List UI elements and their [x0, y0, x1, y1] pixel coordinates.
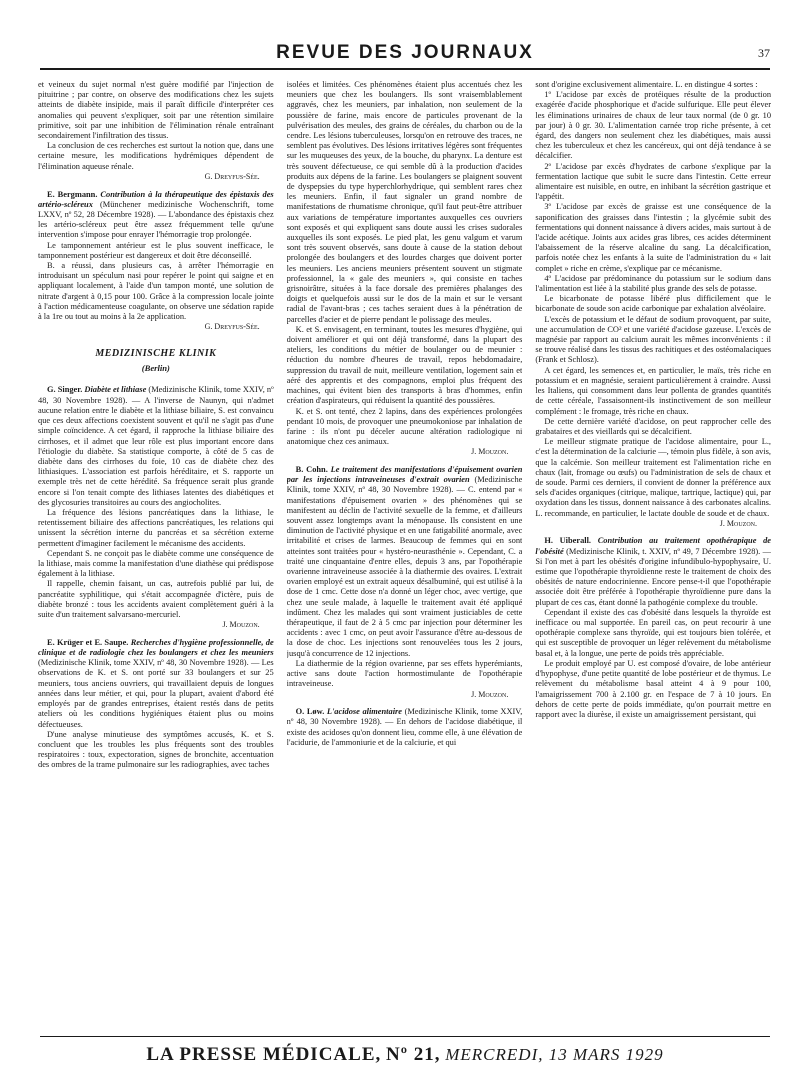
paragraph: B. a réussi, dans plusieurs cas, à arrêter l'hémorragie en introduisant un spéculum nasi pour repérer le point qui saigne et en appliquant localement, à l'aide d'un tampon monté, une solution de nitrate d'argent à 0,15 pour 100. Grâce à la compression locale jointe à l'action médicamenteuse coagulante, on observe une sédation rapide à la 1re ou tout au moins à la 2e application. [38, 260, 274, 321]
paragraph: A cet égard, les semences et, en particulier, le maïs, très riche en potassium et en magnésie, seraient particulièrement à craindre. Aussi les Italiens, qui consomment dans leur pollenta de grandes quantités de cette céréale, l'assaisonnent-ils instinctivement de son meilleur complément : le fromage, très riche en chaux. [535, 365, 772, 416]
abstract-cohn [287, 465, 523, 659]
abstract-source: (Medizinische Klinik, tome XXIV, nº 48, 30 Novembre 1928). [286, 707, 523, 727]
author-signature: J. Mouzon. [222, 620, 260, 630]
abstract-source: (Münchener medizinische Wochenschrift, tome LXXV, nº 52, 28 Décembre 1928). [38, 199, 274, 219]
article-columns [38, 80, 771, 1030]
section-subtitle: (Berlin) [141, 363, 170, 374]
page-number: 37 [758, 46, 770, 60]
abstract-text: — Si l'on met à part les obésités d'origine infundibulo-hypophysaire, U. estime que l'opothérapie thyroïdienne reste le traitement de choix des obésités de nature endocrinienne. Encore pense-t-il que l'opothérapie associée doit être préférée à l'opothérapie thyroïdienne pure dans la plupart de ces cas, étant donné la pathogénie complexe du trouble. [535, 546, 772, 607]
author-signature: G. Dreyfus-Sée. [204, 322, 260, 332]
paragraph: 4º L'acidose par prédominance du potassium sur le sodium dans l'alimentation est liée à la stabilité plus grande des sels de potasse. [535, 273, 772, 294]
abstract-bergmann [38, 190, 274, 241]
paragraph: Cependant il existe des cas d'obésité dans lesquels la thyroïde est inefficace ou mal supportée. En pareil cas, on peut recourir à une opothérapie complexe sans thyroïde, qui est toujours bien tolérée, et qui est susceptible de provoquer un léger relèvement du métabolisme basal et, à la longue, une perte de poids très appréciable. [535, 607, 772, 658]
paragraph: 3º L'acidose par excès de graisse est une conséquence de la saponification des graisses dans l'intestin ; la glycémie subit des fermentations qui donnent naissance à divers acides, mais surtout à de l'acide acétique. Joints aux acides gras libres, ces acides déterminent l'abaissement de la réserve alcaline du sang. La décalcification, parfois notée chez les enfants à la suite de l'administration du « lait complet » riche en crème, s'explique par ce mécanisme. [535, 202, 772, 273]
abstract-source: (Medizinische Klinik, tome XXIV, nº 48, 30 Novembre 1928). [38, 385, 274, 405]
abstract-kruger-saupe [38, 638, 274, 730]
paragraph: La diathermie de la région ovarienne, par ses effets hyperémiants, active sans doute l'action hormostimulante de l'opothérapie intraveineuse. [286, 658, 523, 689]
abstract-text: — Les observations de K. et S. ont porté sur 33 boulangers et sur 25 meuniers, tous anciens ouvriers, qui travaillaient depuis de longues années dans leur métier, et qui, pour la plupart, avaient d'abord été employés par de grandes entreprises, étaient restés dans de petits ateliers où les conditions hygiéniques étaient plus ou moins défectueuses. [38, 658, 274, 729]
abstract-author: H. Uiberall. [544, 536, 592, 546]
footer-issue: Nº 21, [386, 1044, 441, 1065]
footer-journal: LA PRESSE MÉDICALE, [146, 1044, 382, 1065]
section-title: MEDIZINISCHE KLINIK [95, 347, 217, 359]
column-2 [287, 80, 523, 1030]
paragraph: et veineux du sujet normal n'est guère modifié par l'injection de pituitrine ; par contre, on observe des modifications chez les sujets atteints de diabète insipide, mais il paraît difficile d'interpréter ces anomalies qui peuvent s'expliquer, soit par une rétention similaire primitive, soit par une inhibition de l'élimination rénale entraînant secondairement l'infiltration des tissus. [38, 80, 274, 141]
abstract-title: L'acidose alimentaire [326, 707, 402, 717]
author-signature: J. Mouzon. [719, 518, 758, 528]
author-signature: J. Mouzon. [471, 447, 509, 457]
header-rule [40, 68, 770, 70]
paragraph: isolées et limitées. Ces phénomènes étaient plus accentués chez les meuniers que chez les boulangers. Ils sont vraisemblablement aggravés, chez les meuniers, par inhalation, non seulement de la poussière de farine, mais encore de particules provenant de la pulvérisation des meules, des grains de céréales, du charbon ou de la cendre. Les lésions tuberculeuses, lorsqu'on en retrouve des traces, ne semblent pas évolutives. Des lésions irritatives légères sont fréquentes sur les muqueuses des yeux, de la bouche, du pharynx. La denture est très souvent défectueuse, ce qui semble dû à la production d'acides produits aux dépens de la farine. Les boulangers se plaignent souvent de dyspepsies du type hyperchlorhydrique, qui semblent rares chez les meuniers. Enfin, il faut signaler un grand nombre de manifestations de rhumatisme chronique, qu'il faut peut-être attribuer aux variations de température importantes auxquelles ces ouvriers sont exposés et qui expliquent sans doute aussi les crises sudorales auxquelles ils sont exposés. Le pied plat, les genu valgum et varum sont très souvent observés, sans doute à cause de la station debout prolongée des boulangers et des lourdes charges que doivent porter les meuniers. Les anciens meuniers présentent souvent un stigmate professionnel, la « gale des meuniers », qui consiste en taches grisnoirâtre, situées à la face dorsale des premières phalanges des doigts et quelquefois aussi sur le dos de la main et sur le versant radial de l'avant-bras ; ces taches seraient dues à la pénétration de parcelles d'acier et de pierre pendant le polissage des meules. [286, 80, 523, 324]
author-signature: J. Mouzon. [471, 689, 509, 699]
paragraph: Le meilleur stigmate pratique de l'acidose alimentaire, pour L., c'est la détermination de la calciurie —, témoin plus fidèle, à son avis, que la calcémie. Son meilleur traitement est l'alimentation riche en chaux (lait, fromage ou œufs) ou l'administration de sels de chaux et de soude. Parmi ces derniers, il convient de donner la préférence aux sels d'acides organiques (citrique, malique, tartrique, lactique) qui, par oxydation dans les tissus, donnent naissance à des carbonates alcalins. L. recommande, en particulier, le lactate double de soude et de chaux. [535, 437, 772, 518]
paragraph: K. et S. envisagent, en terminant, toutes les mesures d'hygiène, qui doivent améliorer et qui ont déjà transformé, dans la plupart des ateliers, les conditions du métier de boulanger ou de meunier : réduction du nombre d'heures de travail, repos hebdomadaire, suppression du travail de nuit, meilleure ventilation, logement sain et aéré des apprentis et des compagnons, emploi plus fréquent des machines, qui évitent bien des transports à bras d'hommes, enfin création d'aspirateurs, qui réduisent la quantité des poussières. [286, 324, 523, 406]
abstract-title: Contribution au traitement opothérapique de l'obésité [535, 536, 772, 556]
paragraph: La fréquence des lésions pancréatiques dans la lithiase, le retentissement biliaire des affections pancréatiques, les relations qui unissent la sécrétion interne du pancréas et sa sécrétion externe permettent d'imaginer facilement le mécanisme des accidents. [38, 507, 274, 548]
paragraph: D'une analyse minutieuse des symptômes accusés, K. et S. concluent que les troubles les plus fréquents sont des troubles respiratoires : toux, expectoration, signes de bronchite, accentuation des ombres de la trame pulmonaire sur les radiographies, avec taches [38, 729, 274, 770]
paragraph: Le tamponnement antérieur est le plus souvent inefficace, le tamponnement postérieur est dangereux et doit être déconseillé. [38, 240, 274, 260]
abstract-title: Contribution à la thérapeutique des épistaxis des artério-scléreux [38, 189, 274, 209]
abstract-text: — A l'inverse de Naunyn, qui n'admet aucune relation entre le diabète et la lithiase biliaire, S. est convaincu que ces deux affections coexistent souvent et qu'il ne s'agit pas d'une simple coïncidence. A cet égard, il rapproche la lithiase biliaire des cirrhoses, et il admet que leur rôle est plus important encore dans l'étiologie du diabète. Sa statistique comporte, à côté de 5 cas de diabète dans des cirrhoses du foie, 10 cas de diabète chez des lithiasiques. L'association est parfois héréditaire, et S. rapporte un exemple très net de cette hérédité. Sa fréquence serait plus grande encore si l'on tenait compte des lithiases latentes des diabétiques et des glycosuries transitoires au cours des angiocholites. [38, 395, 274, 507]
abstract-singer [38, 385, 274, 507]
author-signature: G. Dreyfus-Sée. [204, 171, 260, 181]
abstract-text: — En dehors de l'acidose diabétique, il existe des acidoses qu'on donnent lieu, comme elle, à une élévation de l'acidurie, de l'ammoniurie et de la calciurie, et qui [286, 717, 523, 747]
paragraph: 1º L'acidose par excès de protéiques résulte de la production exagérée d'acide phosphorique et d'acide sulfurique. Elle peut élever les éliminations urinaires de chaux de leur taux normal (de 0 gr. 10 par jour) à 0 gr. 30. L'alimentation carnée trop riche présente, à cet égard, des dangers non seulement chez les diabétiques, mais aussi chez les tuberculeux et chez les cancéreux, qui ont déjà tendance à se décalcifier. [535, 90, 772, 161]
paragraph: La conclusion de ces recherches est surtout la notion que, dans une certaine mesure, les modifications hydrémiques dépendent de l'élimination aqueuse rénale. [38, 141, 274, 171]
paragraph: 2º L'acidose par excès d'hydrates de carbone s'explique par la fermentation lactique que subit le sucre dans l'intestin. Cette erreur alimentaire est nuisible, en outre, en inhibant la sécrétion gastrique et l'appétit. [535, 161, 772, 202]
abstract-author: G. Singer. [47, 385, 83, 395]
paragraph: L'excès de potassium et le défaut de sodium provoquent, par suite, une accumulation de CO² et une variété d'acidose gazeuse. L'excès de magnésie par rapport au calcium aurait les mêmes inconvénients : il se trouve réalisé dans les tissus des rachitiques et des ostéomalaciques (Frank et Schlosz). [535, 314, 772, 365]
footer-rule [40, 1036, 770, 1037]
abstract-title: Le traitement des manifestations d'épuisement ovarien par les injections intraveineuses d'extrait ovarien [286, 465, 523, 485]
abstract-text: — L'abondance des épistaxis chez les artério-scléreux peut être assez fréquemment telle qu'une intervention s'impose pour enrayer l'hémorragie trop prolongée. [38, 209, 274, 240]
abstract-author: B. Cohn. [295, 465, 328, 475]
paragraph: Le produit employé par U. est composé d'ovaire, de lobe antérieur d'hypophyse, d'une petite quantité de lobe postérieur et de thymus. Le relèvement du métabolisme basal atteint 4 à 9 pour 100, l'amaigrissement 700 à 2.100 gr. en l'espace de 7 à 10 jours. En dehors de cette perte de poids immédiate, qu'on pourrait mettre en rapport avec la diurèse, il existe un amaigrissement persistant, qui [535, 658, 772, 719]
paragraph: Cependant S. ne conçoit pas le diabète comme une conséquence de la lithiase, mais comme la manifestation d'une diathèse qui prédispose également à la lithiase. [38, 548, 274, 579]
abstract-source: (Medizinische Klinik, t. XXIV, nº 49, 7 Décembre 1928). [566, 546, 761, 556]
column-3 [535, 80, 771, 1030]
column-1 [38, 80, 274, 1030]
abstract-author: O. Løw. [295, 707, 325, 717]
paragraph: Il rappelle, chemin faisant, un cas, autrefois publié par lui, de pancréatite syphilitique, qui s'était accompagnée d'ictère, puis de diabète bronzé : tous les accidents avaient complètement guéri à la suite d'un traitement salvarsano-mercuriel. [38, 579, 274, 619]
abstract-source: (Medizinische Klinik, tome XXIV, nº 48, 30 Novembre 1928). [38, 658, 249, 668]
footer-date: MERCREDI, 13 MARS 1929 [445, 1045, 664, 1064]
paragraph: K. et S. ont tenté, chez 2 lapins, dans des expériences prolongées pendant 10 mois, de provoquer une pneumokoniose par inhalation de farine : ils n'ont pu déceler aucune altération radiologique ni anatomique chez ces animaux. [286, 406, 523, 447]
abstract-title: Recherches d'hygiène professionnelle, de clinique et de radiologie chez les boulangers et chez les meuniers [38, 637, 274, 658]
abstract-source: (Medizinische Klinik, tome XXIV, nº 48, 30 Novembre 1928). [286, 475, 523, 495]
abstract-low [287, 707, 523, 748]
paragraph: sont d'origine exclusivement alimentaire. L. en distingue 4 sortes : [535, 80, 758, 89]
abstract-text: — C. entend par « manifestations d'épuisement ovarien » des phénomènes qui se manifestent au déclin de l'activité sexuelle de la femme, et d'ailleurs souvent assez longtemps avant la ménopause. Ils consistent en une diminution de l'activité physique et en une fatigabilité anormale, avec irritabilité et crises de larmes. Beaucoup de femmes qui en sont atteintes sont traitées pour « hystéro-neurasthénie ». Cependant, C. a traité une cinquantaine d'entre elles, depuis 3 ans, par l'opothérapie ovarienne intraveineuse associée à la diathermie des ovaires. L'extrait ovarien employé est un extrait aqueux désalbuminé, qui est utilisé à la dose de 1 cmc. Cette dose n'a donné un léger choc, avec vertige, que chez une seule malade, à laquelle le traitement avait été appliqué indûment. Chez les malades qui sont vraiment justiciables de cette thérapeutique, il faut de 2 à 5 cmc par injection pour déterminer les accidents : avec 1 cmc, on peut avoir l'assurance d'être au-dessous de la dose de choc. Les injections sont renouvelées tous les 2 jours, jusqu'à concurrence de 12 injections. [286, 485, 523, 658]
paragraph: De cette dernière variété d'acidose, on peut rapprocher celle des grabataires et des vieillards qui se décalcifient. [535, 416, 772, 436]
abstract-title: Diabète et lithiase [84, 385, 147, 395]
paragraph: Le bicarbonate de potasse libéré plus difficilement que le bicarbonate de soude son acide carbonique par exhalation alvéolaire. [535, 294, 772, 314]
running-head [40, 42, 770, 66]
abstract-author: E. Bergmann. [47, 189, 98, 199]
abstract-author: E. Krüger et E. Saupe. [47, 637, 129, 647]
journal-title: REVUE DES JOURNAUX [276, 42, 534, 63]
abstract-uiberall [535, 536, 771, 607]
page-footer [40, 1044, 770, 1066]
